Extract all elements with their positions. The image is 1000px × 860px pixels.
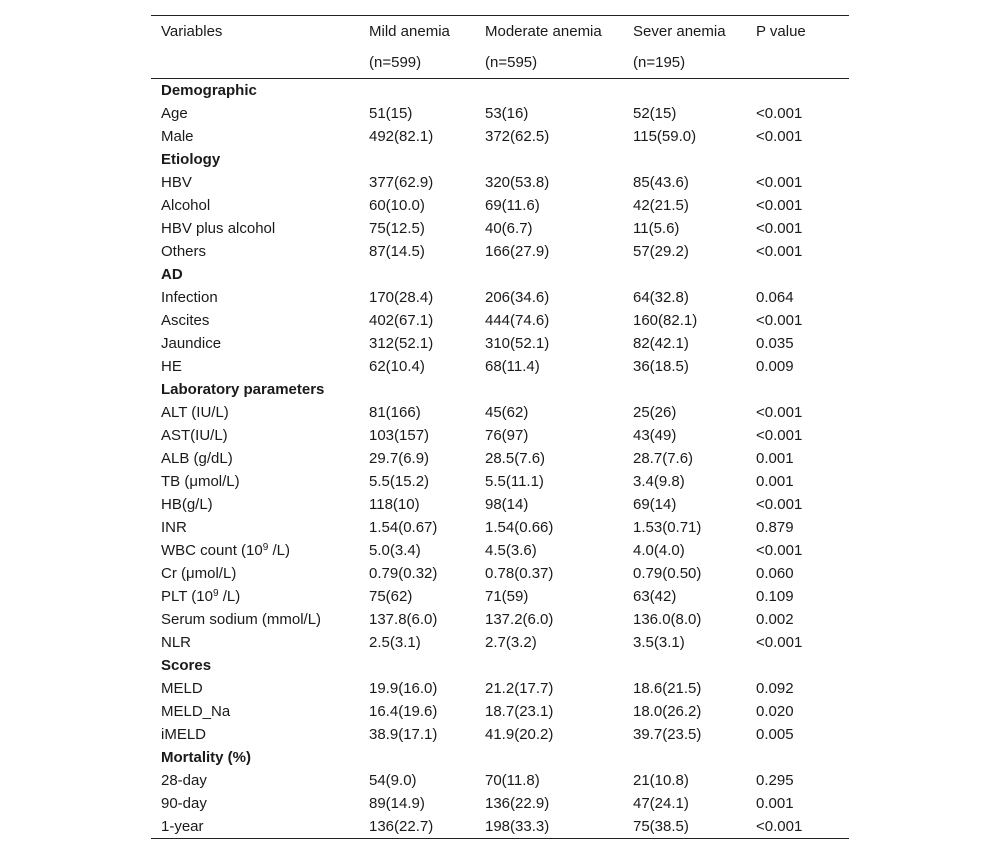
header-moderate-n: (n=595) xyxy=(485,54,538,71)
p-value: 0.001 xyxy=(756,473,794,490)
variable-label: AST(IU/L) xyxy=(161,427,228,444)
moderate-value: 166(27.9) xyxy=(485,243,550,260)
header-severe: Sever anemia xyxy=(633,23,726,40)
section-label: Scores xyxy=(161,657,212,674)
table-row xyxy=(151,309,849,332)
variable-label: ALT (IU/L) xyxy=(161,404,229,421)
unit-exponent: 9 xyxy=(262,542,269,553)
section-header-row xyxy=(151,263,849,286)
section-header-row xyxy=(151,746,849,769)
section-header-row xyxy=(151,654,849,677)
mild-value: 54(9.0) xyxy=(369,772,417,789)
table-row xyxy=(151,286,849,309)
p-value: 0.109 xyxy=(756,588,794,605)
moderate-value: 68(11.4) xyxy=(485,358,540,375)
section-label: Laboratory parameters xyxy=(161,381,325,398)
moderate-value: 310(52.1) xyxy=(485,335,550,352)
table-row xyxy=(151,102,849,125)
section-header-row xyxy=(151,79,849,102)
p-value: 0.001 xyxy=(756,450,794,467)
variable-label: 90-day xyxy=(161,795,207,812)
p-value: <0.001 xyxy=(756,404,803,421)
severe-value: 39.7(23.5) xyxy=(633,726,702,743)
table-row xyxy=(151,447,849,470)
table-row xyxy=(151,631,849,654)
p-value: 0.879 xyxy=(756,519,794,536)
severe-value: 42(21.5) xyxy=(633,197,689,214)
mild-value: 377(62.9) xyxy=(369,174,434,191)
severe-value: 82(42.1) xyxy=(633,335,689,352)
table-row xyxy=(151,194,849,217)
variable-label: 1-year xyxy=(161,818,204,835)
variable-label: WBC count ($10^9$ /L) xyxy=(161,542,290,559)
mild-value: 75(12.5) xyxy=(369,220,425,237)
mild-value: 19.9(16.0) xyxy=(369,680,438,697)
mild-value: 87(14.5) xyxy=(369,243,425,260)
moderate-value: 76(97) xyxy=(485,427,529,444)
mild-value: 81(166) xyxy=(369,404,421,421)
mild-value: 5.0(3.4) xyxy=(369,542,421,559)
variable-label: PLT ($10^9$ /L) xyxy=(161,588,241,605)
table-row xyxy=(151,332,849,355)
table-row xyxy=(151,493,849,516)
severe-value: 52(15) xyxy=(633,105,677,122)
p-value: 0.035 xyxy=(756,335,794,352)
unit-exponent: 9 xyxy=(212,588,219,599)
severe-value: 47(24.1) xyxy=(633,795,689,812)
moderate-value: 137.2(6.0) xyxy=(485,611,554,628)
header-pvalue: P value xyxy=(756,23,806,40)
variable-label: Infection xyxy=(161,289,218,306)
p-value: <0.001 xyxy=(756,128,803,145)
moderate-value: 45(62) xyxy=(485,404,529,421)
mild-value: 118(10) xyxy=(369,496,420,513)
moderate-value: 136(22.9) xyxy=(485,795,550,812)
moderate-value: 4.5(3.6) xyxy=(485,542,537,559)
moderate-value: 206(34.6) xyxy=(485,289,550,306)
variable-label: MELD_Na xyxy=(161,703,231,720)
table-row xyxy=(151,470,849,493)
variable-label: iMELD xyxy=(161,726,207,743)
p-value: 0.064 xyxy=(756,289,794,306)
severe-value: 115(59.0) xyxy=(633,128,697,145)
mild-value: 312(52.1) xyxy=(369,335,434,352)
p-value: 0.005 xyxy=(756,726,794,743)
table-row xyxy=(151,539,849,562)
section-header-row xyxy=(151,378,849,401)
severe-value: 63(42) xyxy=(633,588,677,605)
table-row xyxy=(151,700,849,723)
moderate-value: 41.9(20.2) xyxy=(485,726,554,743)
variable-label: Male xyxy=(161,128,194,145)
p-value: <0.001 xyxy=(756,220,803,237)
table-row xyxy=(151,562,849,585)
mild-value: 402(67.1) xyxy=(369,312,434,329)
p-value: <0.001 xyxy=(756,197,803,214)
severe-value: 160(82.1) xyxy=(633,312,698,329)
header-severe-n: (n=195) xyxy=(633,54,686,71)
severe-value: 0.79(0.50) xyxy=(633,565,702,582)
p-value: 0.009 xyxy=(756,358,794,375)
p-value: <0.001 xyxy=(756,634,803,651)
moderate-value: 444(74.6) xyxy=(485,312,550,329)
section-label: Demographic xyxy=(161,82,257,99)
moderate-value: 98(14) xyxy=(485,496,529,513)
table-row xyxy=(151,723,849,746)
mild-value: 60(10.0) xyxy=(369,197,425,214)
table-row xyxy=(151,424,849,447)
mild-value: 136(22.7) xyxy=(369,818,434,835)
severe-value: 25(26) xyxy=(633,404,677,421)
moderate-value: 320(53.8) xyxy=(485,174,550,191)
header-row-counts xyxy=(151,47,849,78)
variable-label: MELD xyxy=(161,680,203,697)
table-row xyxy=(151,401,849,424)
p-value: <0.001 xyxy=(756,542,803,559)
severe-value: 1.53(0.71) xyxy=(633,519,702,536)
mild-value: 89(14.9) xyxy=(369,795,425,812)
moderate-value: 21.2(17.7) xyxy=(485,680,554,697)
variable-label: Serum sodium (mmol/L) xyxy=(161,611,322,628)
moderate-value: 0.78(0.37) xyxy=(485,565,554,582)
mild-value: 137.8(6.0) xyxy=(369,611,438,628)
mild-value: 103(157) xyxy=(369,427,430,444)
p-value: <0.001 xyxy=(756,243,803,260)
variable-label: ALB (g/dL) xyxy=(161,450,233,467)
severe-value: 43(49) xyxy=(633,427,677,444)
variable-label: 28-day xyxy=(161,772,207,789)
moderate-value: 69(11.6) xyxy=(485,197,540,214)
variable-label: INR xyxy=(161,519,187,536)
variable-label: HB(g/L) xyxy=(161,496,213,513)
table-bottom-rule xyxy=(151,838,849,839)
table-row xyxy=(151,792,849,815)
table-row xyxy=(151,516,849,539)
variable-label: HBV xyxy=(161,174,192,191)
p-value: 0.001 xyxy=(756,795,794,812)
moderate-value: 40(6.7) xyxy=(485,220,533,237)
mild-value: 38.9(17.1) xyxy=(369,726,438,743)
table-row xyxy=(151,815,849,838)
mild-value: 170(28.4) xyxy=(369,289,434,306)
variable-label: Age xyxy=(161,105,188,122)
table-row xyxy=(151,240,849,263)
section-header-row xyxy=(151,148,849,171)
variable-label: Ascites xyxy=(161,312,210,329)
severe-value: 18.0(26.2) xyxy=(633,703,702,720)
header-mild: Mild anemia xyxy=(369,23,450,40)
p-value: <0.001 xyxy=(756,312,803,329)
severe-value: 85(43.6) xyxy=(633,174,689,191)
mild-value: 29.7(6.9) xyxy=(369,450,430,467)
table-row xyxy=(151,217,849,240)
table-row xyxy=(151,355,849,378)
table-row xyxy=(151,585,849,608)
header-mild-n: (n=599) xyxy=(369,54,422,71)
moderate-value: 18.7(23.1) xyxy=(485,703,554,720)
variable-label: Jaundice xyxy=(161,335,222,352)
severe-value: 21(10.8) xyxy=(633,772,689,789)
mild-value: 0.79(0.32) xyxy=(369,565,438,582)
variable-label: Cr (μmol/L) xyxy=(161,565,237,582)
variable-label: Others xyxy=(161,243,207,260)
variable-label: HBV plus alcohol xyxy=(161,220,276,237)
moderate-value: 2.7(3.2) xyxy=(485,634,537,651)
severe-value: 28.7(7.6) xyxy=(633,450,694,467)
header-variables: Variables xyxy=(161,23,223,40)
p-value: 0.002 xyxy=(756,611,794,628)
section-label: Mortality (%) xyxy=(161,749,251,766)
variable-label: NLR xyxy=(161,634,192,651)
severe-value: 57(29.2) xyxy=(633,243,689,260)
p-value: 0.295 xyxy=(756,772,794,789)
variable-label: TB (μmol/L) xyxy=(161,473,240,490)
table-row xyxy=(151,171,849,194)
p-value: 0.092 xyxy=(756,680,794,697)
severe-value: 64(32.8) xyxy=(633,289,689,306)
variable-label: Alcohol xyxy=(161,197,211,214)
table-row xyxy=(151,769,849,792)
moderate-value: 1.54(0.66) xyxy=(485,519,554,536)
severe-value: 36(18.5) xyxy=(633,358,689,375)
severe-value: 3.4(9.8) xyxy=(633,473,685,490)
severe-value: 75(38.5) xyxy=(633,818,689,835)
table-row xyxy=(151,608,849,631)
section-label: Etiology xyxy=(161,151,221,168)
moderate-value: 71(59) xyxy=(485,588,529,605)
anemia-table xyxy=(151,15,849,839)
mild-value: 16.4(19.6) xyxy=(369,703,438,720)
moderate-value: 28.5(7.6) xyxy=(485,450,546,467)
severe-value: 18.6(21.5) xyxy=(633,680,702,697)
p-value: 0.020 xyxy=(756,703,794,720)
moderate-value: 5.5(11.1) xyxy=(485,473,544,490)
p-value: 0.060 xyxy=(756,565,794,582)
mild-value: 1.54(0.67) xyxy=(369,519,438,536)
mild-value: 492(82.1) xyxy=(369,128,434,145)
header-row xyxy=(151,16,849,47)
moderate-value: 53(16) xyxy=(485,105,529,122)
mild-value: 5.5(15.2) xyxy=(369,473,430,490)
severe-value: 11(5.6) xyxy=(633,220,680,237)
table-row xyxy=(151,125,849,148)
severe-value: 3.5(3.1) xyxy=(633,634,685,651)
p-value: <0.001 xyxy=(756,818,803,835)
severe-value: 4.0(4.0) xyxy=(633,542,685,559)
p-value: <0.001 xyxy=(756,105,803,122)
p-value: <0.001 xyxy=(756,427,803,444)
p-value: <0.001 xyxy=(756,174,803,191)
mild-value: 51(15) xyxy=(369,105,413,122)
severe-value: 69(14) xyxy=(633,496,677,513)
section-label: AD xyxy=(161,266,183,283)
p-value: <0.001 xyxy=(756,496,803,513)
table-row xyxy=(151,677,849,700)
table-body xyxy=(151,79,849,838)
moderate-value: 372(62.5) xyxy=(485,128,550,145)
moderate-value: 198(33.3) xyxy=(485,818,550,835)
mild-value: 75(62) xyxy=(369,588,413,605)
variable-label: HE xyxy=(161,358,182,375)
mild-value: 62(10.4) xyxy=(369,358,425,375)
mild-value: 2.5(3.1) xyxy=(369,634,421,651)
moderate-value: 70(11.8) xyxy=(485,772,540,789)
severe-value: 136.0(8.0) xyxy=(633,611,702,628)
header-moderate: Moderate anemia xyxy=(485,23,602,40)
